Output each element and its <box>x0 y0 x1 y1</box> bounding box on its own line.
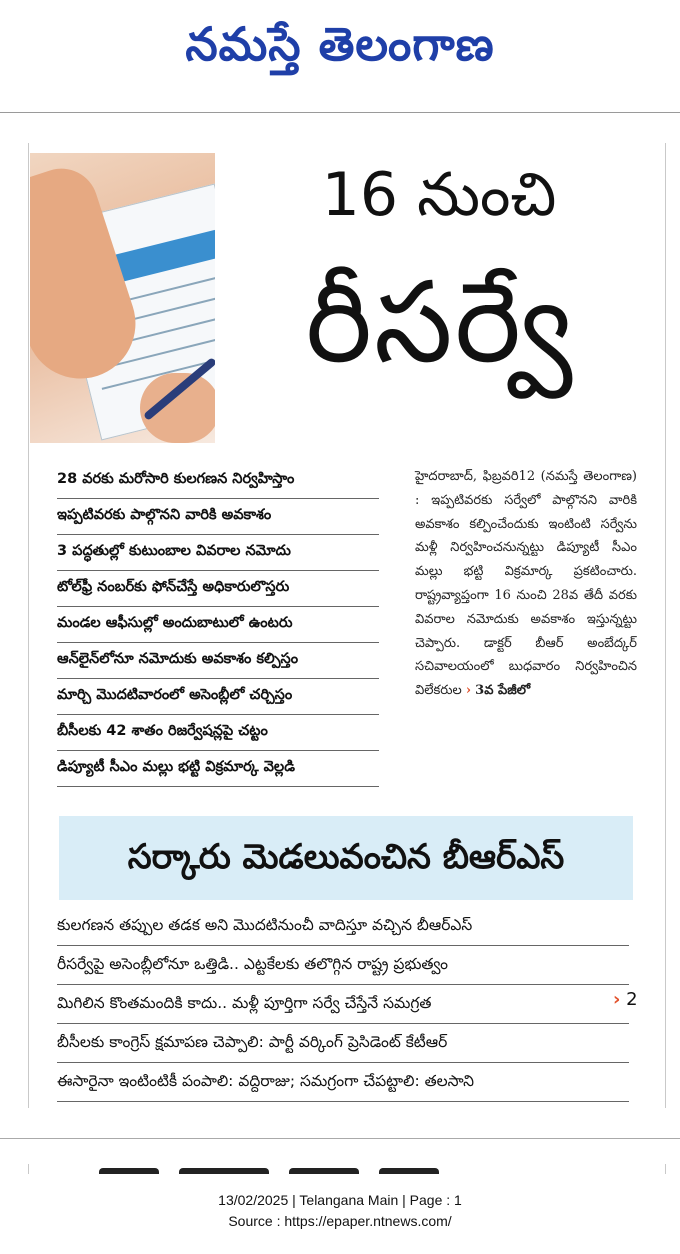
page-footer <box>0 1190 680 1232</box>
highlight-item: బీసీలకు 42 శాతం రిజర్వేషన్లపై చట్టం <box>57 715 379 751</box>
next-story-teaser <box>28 1164 666 1174</box>
headline-line-1: 16 నుంచి <box>321 160 557 230</box>
survey-form-photo <box>30 153 215 443</box>
highlight-item: టోల్‌ఫ్రీ నంబర్‌కు ఫోన్‌చేస్తే అధికారులొస్తరు <box>57 571 379 607</box>
highlight-item: 28 వరకు మరోసారి కులగణన నిర్వహిస్తాం <box>57 463 379 499</box>
footer-date-edition: 13/02/2025 | Telangana Main | Page : 1 <box>218 1192 462 1208</box>
continued-label: 3వ పేజీలో <box>475 683 531 699</box>
page-jump-number: 2 <box>626 989 638 1010</box>
footer-source: Source : https://epaper.ntnews.com/ <box>228 1213 452 1229</box>
sub-story-line: రీసర్వేపై అసెంబ్లీలోనూ ఒత్తిడి.. ఎట్టకేలకు తలొగ్గిన రాష్ట్ర ప్రభుత్వం <box>57 946 629 985</box>
sub-story-banner <box>59 816 633 900</box>
chevron-right-icon: › <box>465 683 472 699</box>
article-body-text: హైదరాబాద్, ఫిబ్రవరి12 (నమస్తే తెలంగాణ) : ఇప్పటివరకు సర్వేలో పాల్గొనని వారికి అవకాశం కల్పించేందుకు ఇంటింటి సర్వేను మళ్లీ నిర్వహించనున్నట్టు డిప్యూటీ సీఎం మల్లు భట్టి విక్రమార్క ప్రకటించారు. రాష్ట్రవ్యాప్తంగా 16 నుంచి 28వ తేదీ వరకు వివరాల నమోదుకు అవకాశం ఇస్తున్నట్టు చెప్పారు. డాక్టర్ బీఆర్ అంబేద్కర్ సచివాలయంలో బుధవారం నిర్వహించిన విలేకరుల <box>415 469 637 699</box>
sub-story-line: కులగణన తప్పుల తడక అని మొదటినుంచీ వాదిస్తూ వచ్చిన బీఆర్‌ఎస్ <box>57 907 629 946</box>
masthead <box>0 0 680 113</box>
highlight-item: ఆన్‌లైన్‌లోనూ నమోదుకు అవకాశం కల్పిస్తం <box>57 643 379 679</box>
article-body <box>415 465 637 703</box>
highlight-item: డిప్యూటీ సీఎం మల్లు భట్టి విక్రమార్క వెల్లడి <box>57 751 379 787</box>
sub-story-line: మిగిలిన కొంతమందికి కాదు.. మళ్లీ పూర్తిగా సర్వే చేస్తేనే సమగ్రత <box>57 985 629 1024</box>
masthead-title: నమస్తే తెలంగాణ <box>185 17 495 71</box>
page-2-jump[interactable] <box>613 989 638 1010</box>
highlight-item: ఇప్పటివరకు పాల్గొనని వారికి అవకాశం <box>57 499 379 535</box>
continued-on-page[interactable] <box>466 683 530 698</box>
highlight-item: మార్చి మొదటివారంలో అసెంబ్లీలో చర్చిస్తం <box>57 679 379 715</box>
sub-story-line: బీసీలకు కాంగ్రెస్ క్షమాపణ చెప్పాలి: పార్టీ వర్కింగ్ ప్రెసిడెంట్ కేటీఆర్ <box>57 1024 629 1063</box>
divider <box>0 1138 680 1139</box>
highlights-list <box>57 463 379 787</box>
highlight-item: మండల ఆఫీసుల్లో అందుబాటులో ఉంటరు <box>57 607 379 643</box>
sub-story-lines <box>57 907 629 1102</box>
sub-story-headline: సర్కారు మెడలువంచిన బీఆర్‌ఎస్ <box>127 837 565 877</box>
chevron-right-icon: › <box>613 989 621 1010</box>
headline-line-2: రీసర్వే <box>305 258 575 388</box>
sub-story-line: ఈసారైనా ఇంటింటికీ పంపాలి: వద్దిరాజు; సమగ్రంగా చేపట్టాలి: తలసాని <box>57 1063 629 1102</box>
news-clipping <box>28 143 666 1108</box>
highlight-item: 3 పద్ధతుల్లో కుటుంబాల వివరాల నమోదు <box>57 535 379 571</box>
